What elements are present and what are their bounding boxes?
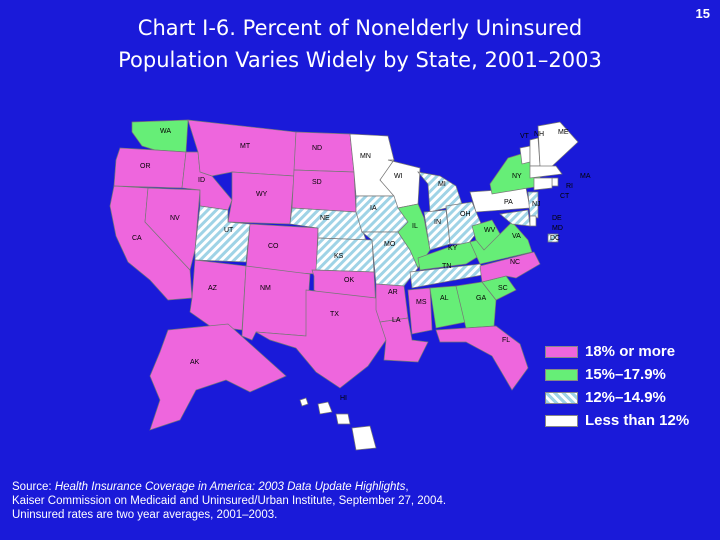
state-sd [292, 170, 356, 212]
state-label-fl: FL [502, 337, 511, 344]
source-prefix: Source: [12, 481, 55, 493]
state-ms [408, 288, 432, 334]
legend-label-12-14: 12%–14.9% [585, 389, 666, 406]
state-label-la: LA [392, 317, 401, 324]
state-label-or: OR [140, 163, 151, 170]
state-ma [530, 166, 562, 178]
source-title: Health Insurance Coverage in America: 2003 Data Update Highlights [54, 481, 406, 493]
state-wa [132, 120, 188, 152]
state-label-nj: NJ [532, 201, 541, 208]
legend [545, 340, 689, 432]
source-line-1 [12, 480, 446, 494]
legend-label-15-17: 15%–17.9% [585, 366, 666, 383]
state-label-ks: KS [334, 253, 344, 260]
state-label-ar: AR [388, 289, 398, 296]
state-label-sd: SD [312, 179, 322, 186]
state-label-ma: MA [580, 173, 591, 180]
state-label-nh: NH [534, 131, 545, 138]
legend-swatch-15-17 [545, 369, 578, 381]
legend-swatch-lt-12 [545, 415, 578, 427]
legend-swatch-12-14 [545, 392, 578, 404]
source-suffix: , [405, 481, 409, 493]
legend-label-18-plus: 18% or more [585, 343, 676, 360]
legend-row-lt-12 [545, 409, 689, 432]
title-line-2: Population Varies Widely by State, 2001–2003 [118, 48, 602, 72]
state-label-hi: HI [340, 395, 347, 402]
state-hi [300, 398, 376, 450]
state-label-de: DE [552, 215, 562, 222]
state-wy [228, 172, 294, 224]
legend-row-12-14 [545, 386, 689, 409]
state-label-wa: WA [160, 128, 172, 135]
legend-swatch-18-plus [545, 346, 578, 358]
state-label-oh: OH [460, 211, 471, 218]
state-nm [242, 266, 310, 340]
state-label-ia: IA [370, 205, 377, 212]
state-label-dc: DC [550, 235, 561, 242]
state-label-nm: NM [260, 285, 271, 292]
state-label-ct: CT [560, 193, 570, 200]
state-vt [520, 146, 530, 164]
state-label-wy: WY [256, 191, 268, 198]
state-label-ms: MS [416, 299, 427, 306]
state-label-tx: TX [330, 311, 339, 318]
state-ks [316, 238, 374, 272]
state-label-nc: NC [510, 259, 521, 266]
title-line-1: Chart I-6. Percent of Nonelderly Uninsured [137, 16, 583, 40]
state-label-va: VA [512, 233, 521, 240]
state-label-wv: WV [484, 227, 496, 234]
state-label-nv: NV [170, 215, 180, 222]
state-label-co: CO [268, 243, 279, 250]
state-label-mo: MO [384, 241, 396, 248]
state-co [246, 224, 318, 274]
state-label-ga: GA [476, 295, 487, 302]
state-label-ok: OK [344, 277, 355, 284]
state-label-tn: TN [442, 263, 452, 270]
source-line-2: Kaiser Commission on Medicaid and Uninsured/Urban Institute, September 27, 2004. [12, 495, 447, 507]
state-label-ky: KY [448, 245, 458, 252]
legend-label-lt-12: Less than 12% [585, 412, 690, 429]
source-note [12, 480, 446, 522]
state-label-wi: WI [394, 173, 403, 180]
state-md [500, 210, 530, 226]
state-label-vt: VT [520, 133, 529, 140]
state-label-pa: PA [504, 199, 513, 206]
state-ak [150, 324, 286, 430]
state-label-ak: AK [190, 359, 200, 366]
state-az [190, 260, 246, 330]
state-nd [294, 132, 354, 172]
state-label-ri: RI [566, 183, 573, 190]
state-ri [552, 178, 558, 186]
state-label-me: ME [558, 129, 569, 136]
state-label-in: IN [434, 219, 441, 226]
legend-row-18-plus [545, 340, 689, 363]
state-label-nd: ND [312, 145, 323, 152]
state-label-al: AL [440, 295, 449, 302]
state-fl [436, 326, 528, 390]
state-label-il: IL [412, 223, 418, 230]
state-label-az: AZ [208, 285, 217, 292]
state-label-ut: UT [224, 227, 234, 234]
state-label-mi: MI [438, 181, 446, 188]
state-de [530, 216, 536, 226]
state-label-ne: NE [320, 215, 330, 222]
legend-row-15-17 [545, 363, 689, 386]
page-number: 15 [695, 6, 710, 21]
state-label-id: ID [198, 177, 205, 184]
state-ct [534, 178, 552, 190]
source-line-3: Uninsured rates are two year averages, 2001–2003. [12, 509, 278, 521]
state-label-ny: NY [512, 173, 522, 180]
state-label-mn: MN [360, 153, 371, 160]
state-label-mt: MT [240, 143, 251, 150]
state-label-sc: SC [498, 285, 508, 292]
state-label-ca: CA [132, 235, 142, 242]
state-label-md: MD [552, 225, 563, 232]
